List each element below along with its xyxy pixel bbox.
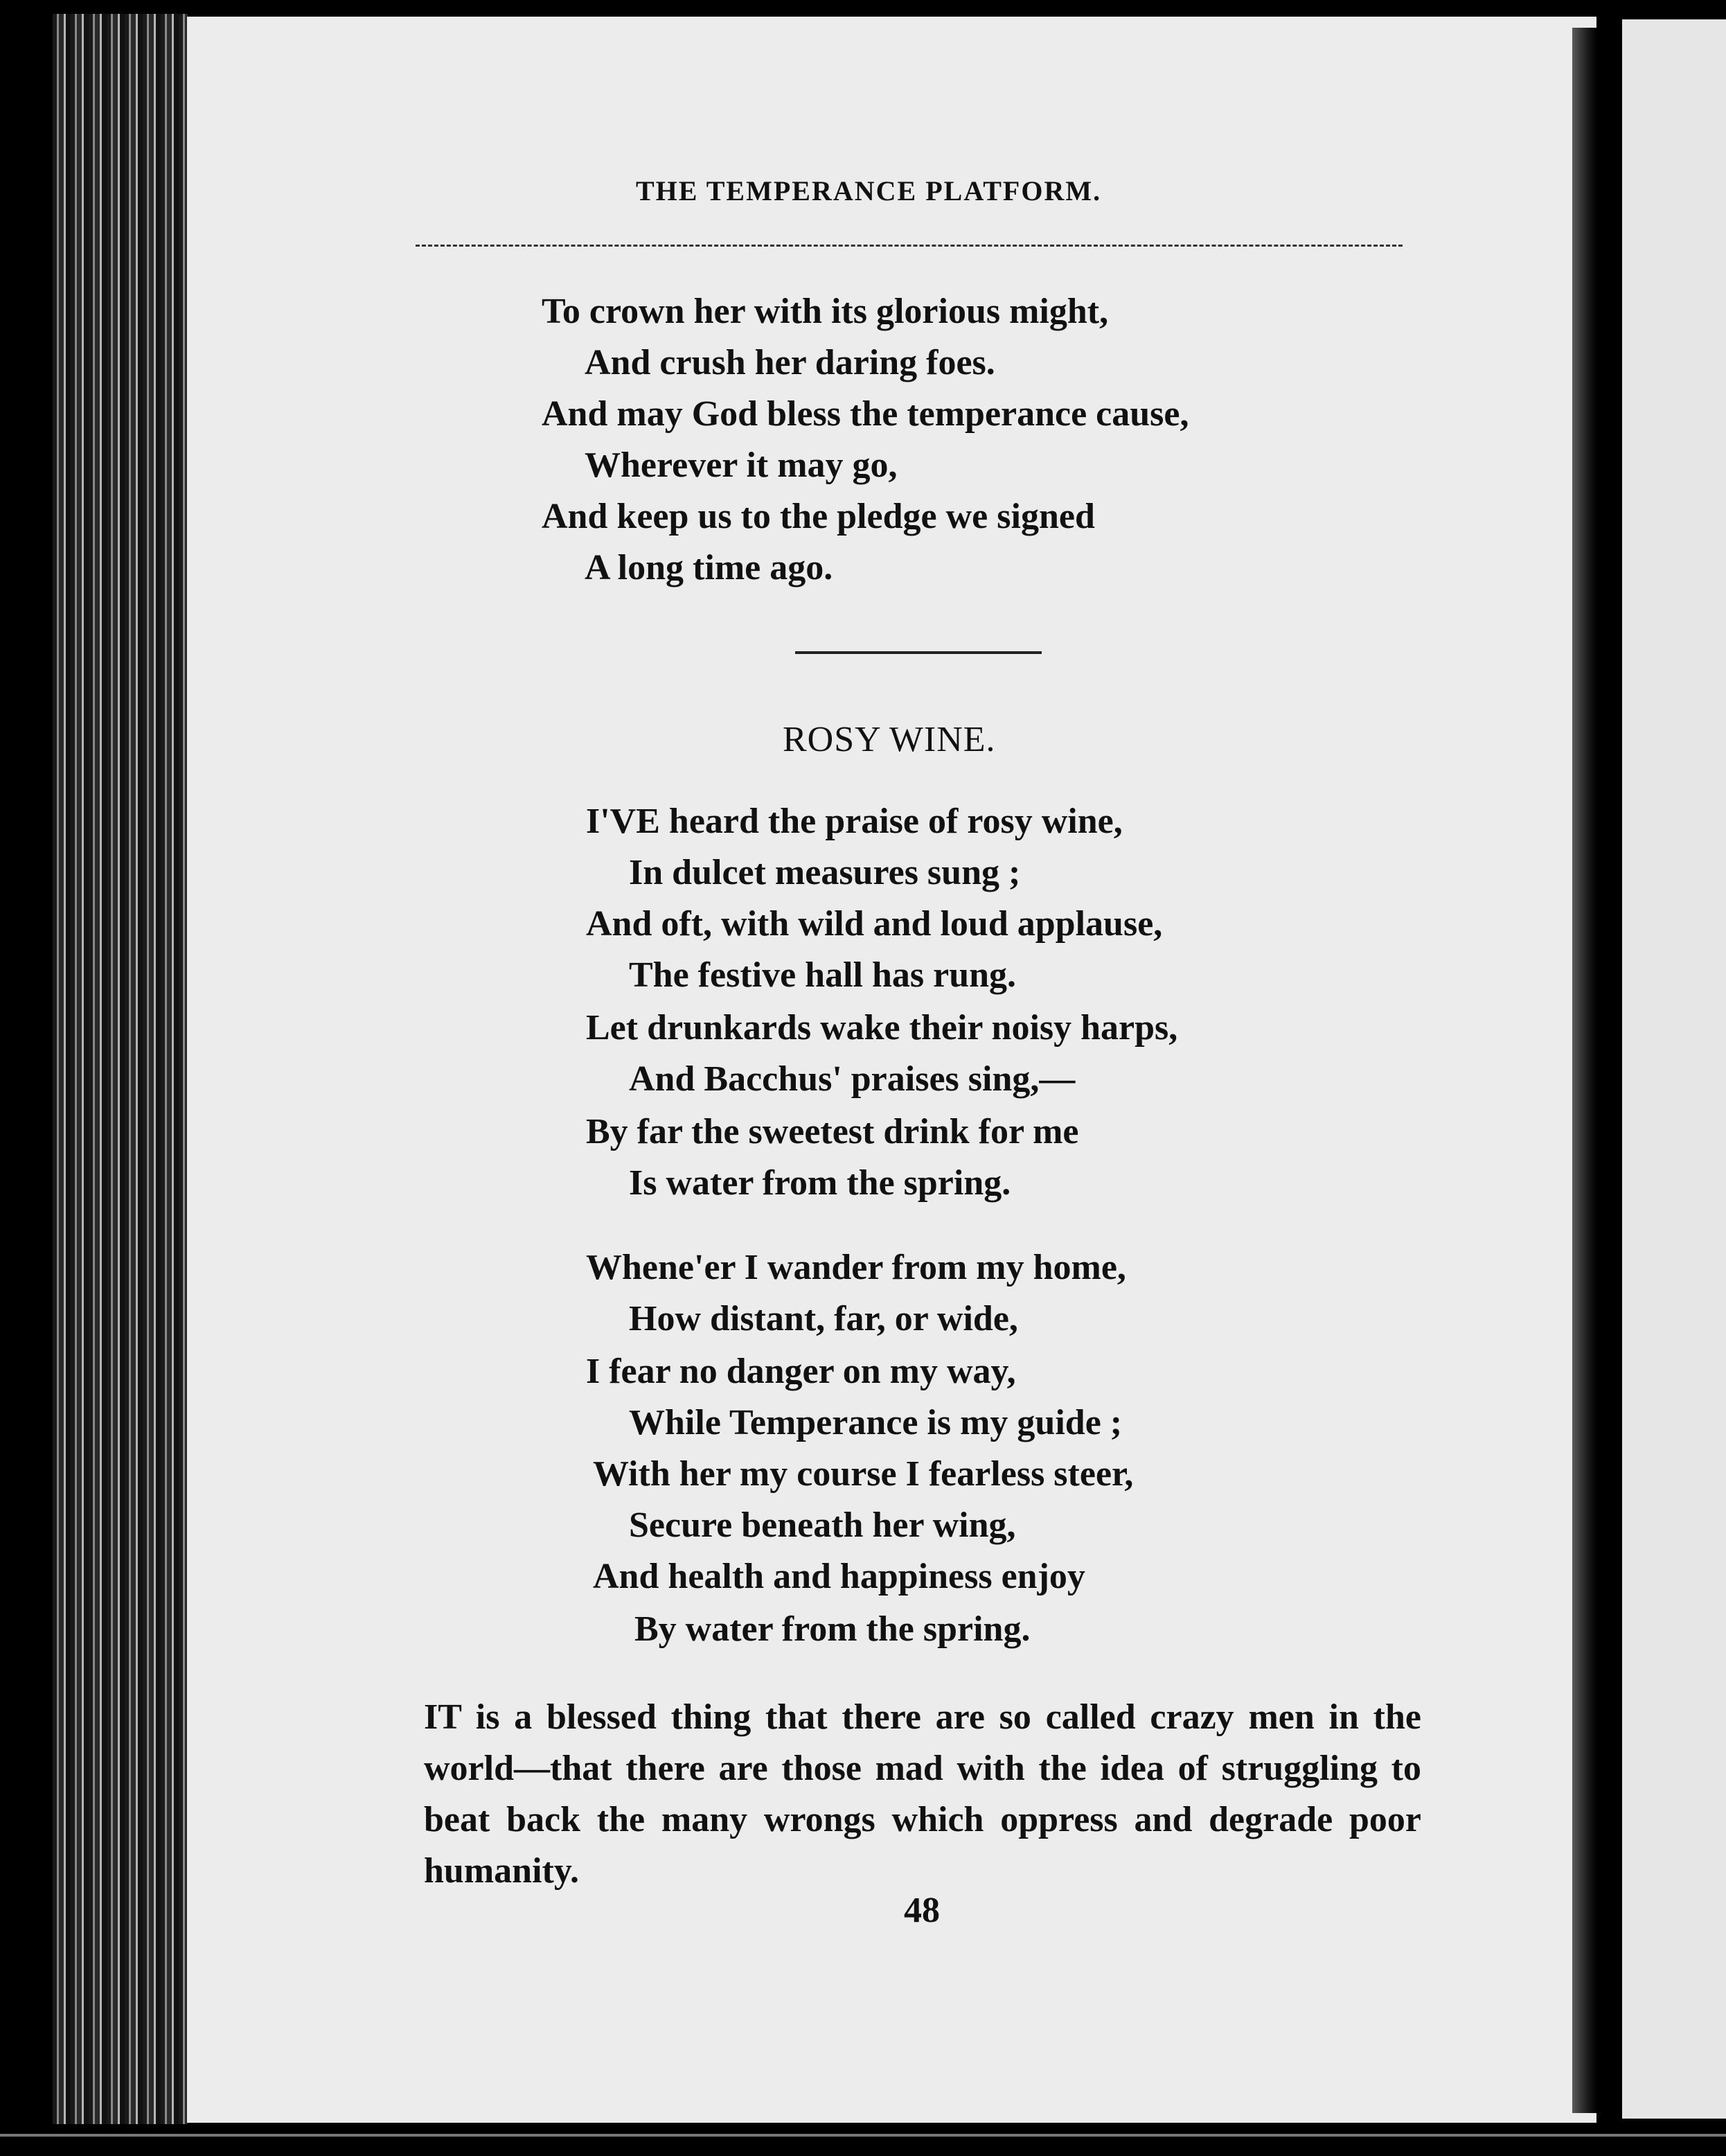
- header-rule: [416, 245, 1403, 247]
- verse-line: By far the sweetest drink for me: [586, 1112, 1079, 1151]
- verse-line: How distant, far, or wide,: [629, 1299, 1018, 1338]
- section-divider: [795, 651, 1042, 654]
- scan-border: [0, 2134, 1726, 2137]
- page-edges: [53, 14, 188, 2124]
- verse-line: Secure beneath her wing,: [629, 1505, 1016, 1545]
- verse-line: And oft, with wild and loud applause,: [586, 904, 1163, 944]
- verse-line: Is water from the spring.: [629, 1163, 1011, 1203]
- verse-line: And crush her daring foes.: [585, 343, 995, 382]
- verse-line: While Temperance is my guide ;: [629, 1403, 1123, 1442]
- verse-line: Let drunkards wake their noisy harps,: [586, 1008, 1178, 1048]
- verse-line: By water from the spring.: [634, 1609, 1031, 1649]
- verse-line: With her my course I fearless steer,: [593, 1454, 1134, 1494]
- verse-line: And Bacchus' praises sing,—: [629, 1059, 1076, 1099]
- verse-line: I'VE heard the praise of rosy wine,: [586, 802, 1123, 841]
- closing-paragraph: IT is a blessed thing that there are so called crazy men in the world—that there are those mad with the idea of struggling to beat back the many wrongs which oppress and degrade poor humanity.: [424, 1697, 1421, 1891]
- verse-line: Whene'er I wander from my home,: [586, 1248, 1126, 1287]
- verse-line: And may God bless the temperance cause,: [542, 394, 1189, 434]
- facing-page-edge: [1622, 19, 1726, 2119]
- running-head: THE TEMPERANCE PLATFORM.: [636, 175, 1102, 206]
- poem-title: ROSY WINE.: [783, 720, 996, 759]
- verse-line: And keep us to the pledge we signed: [542, 497, 1095, 536]
- verse-line: Wherever it may go,: [585, 445, 898, 485]
- verse-line: The festive hall has rung.: [629, 955, 1017, 995]
- verse-line: And health and happiness enjoy: [593, 1557, 1085, 1596]
- verse-line: In dulcet measures sung ;: [629, 853, 1021, 892]
- verse-line: I fear no danger on my way,: [586, 1352, 1016, 1391]
- verse-line: A long time ago.: [585, 548, 833, 587]
- book-gutter: [1572, 28, 1597, 2113]
- page-number: 48: [904, 1891, 940, 1930]
- verse-line: To crown her with its glorious might,: [542, 292, 1109, 331]
